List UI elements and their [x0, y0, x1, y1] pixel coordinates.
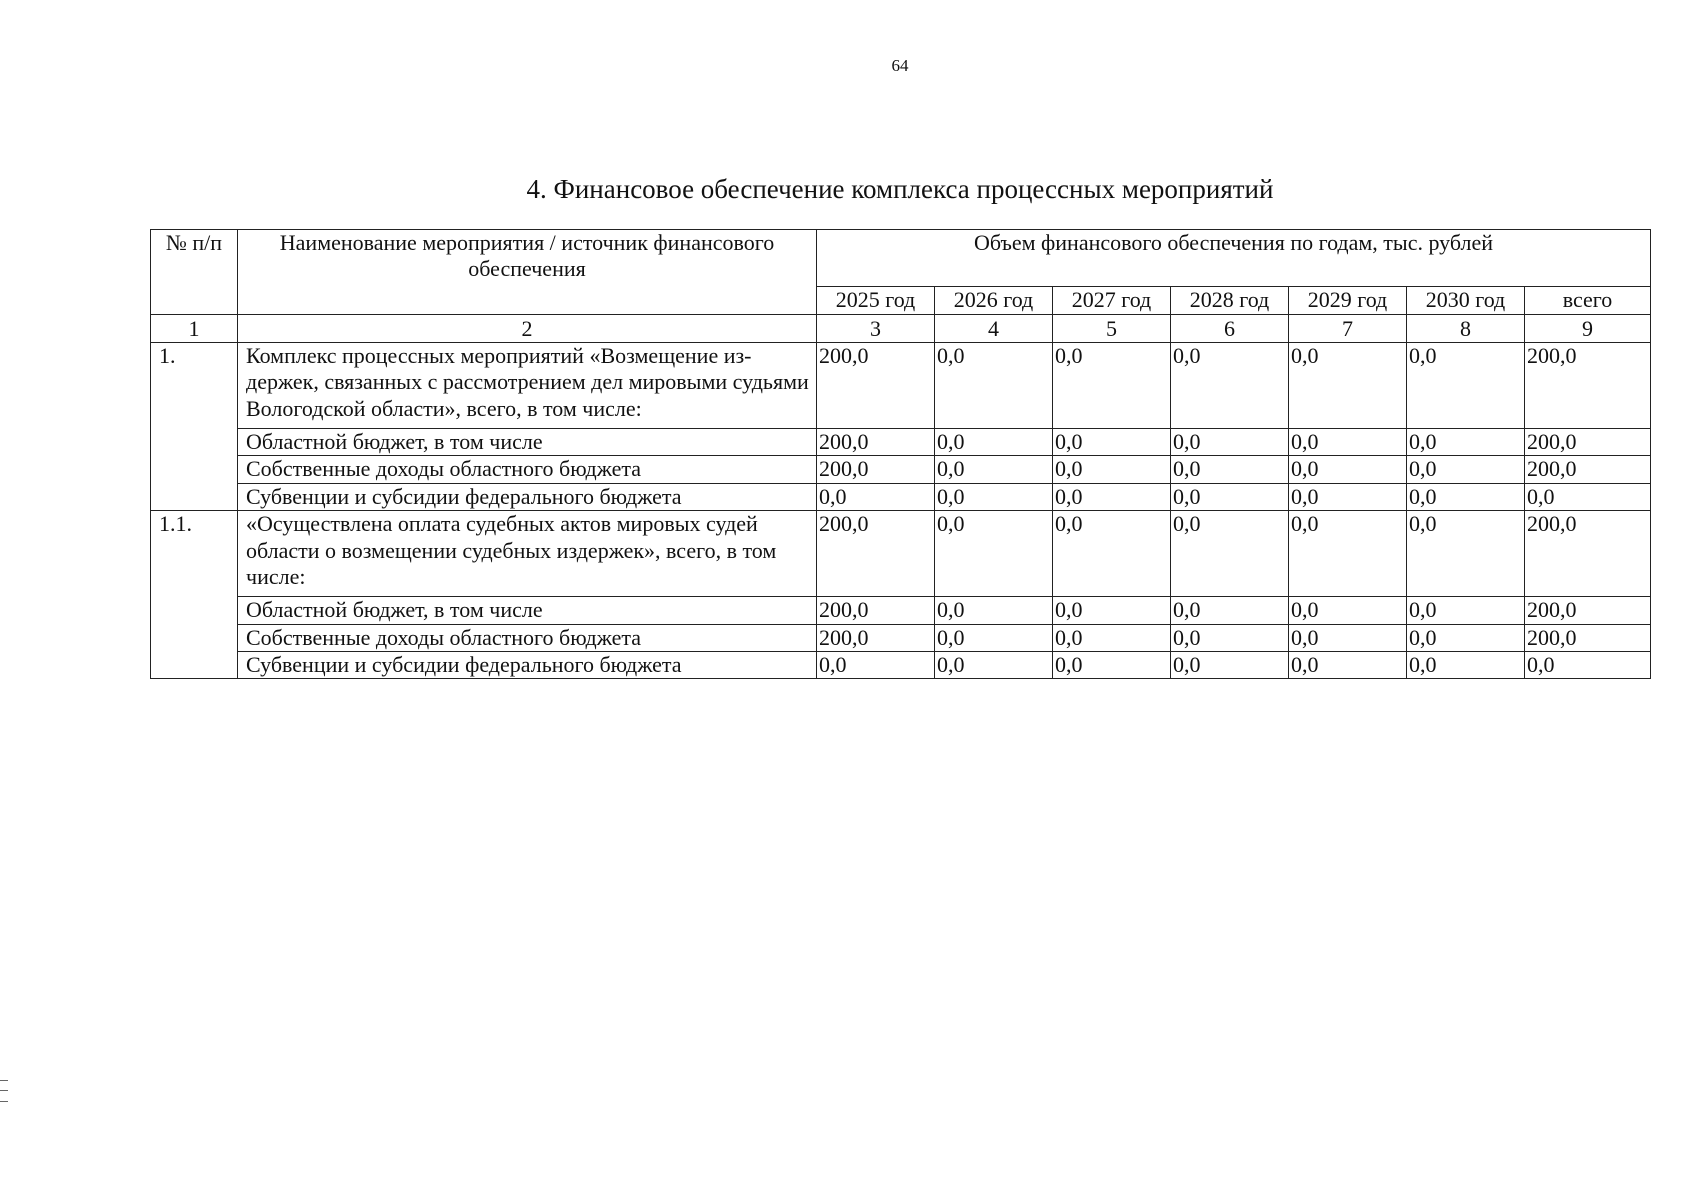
value-cell: 0,0 [1407, 624, 1525, 651]
value-cell: 0,0 [1407, 651, 1525, 678]
value-cell: 0,0 [935, 651, 1053, 678]
header-year: 2025 год [817, 287, 935, 315]
value-cell: 200,0 [817, 343, 935, 429]
value-cell: 0,0 [1053, 483, 1171, 510]
value-cell: 0,0 [1289, 651, 1407, 678]
value-cell: 0,0 [1289, 429, 1407, 456]
section-title: 4. Финансовое обеспечение комплекса процессных мероприятий [526, 174, 1274, 204]
value-cell: 0,0 [1407, 597, 1525, 624]
header-year: 2028 год [1171, 287, 1289, 315]
value-cell: 0,0 [935, 456, 1053, 483]
value-cell: 200,0 [817, 624, 935, 651]
column-number-cell: 3 [817, 315, 935, 343]
value-cell: 0,0 [1407, 429, 1525, 456]
column-number-cell: 9 [1525, 315, 1651, 343]
value-cell: 0,0 [1171, 511, 1289, 597]
value-cell: 0,0 [1053, 624, 1171, 651]
value-cell: 200,0 [817, 429, 935, 456]
value-cell: 0,0 [1407, 483, 1525, 510]
value-cell: 200,0 [1525, 343, 1651, 429]
header-year: 2030 год [1407, 287, 1525, 315]
value-cell: 0,0 [1053, 429, 1171, 456]
value-cell: 0,0 [1171, 456, 1289, 483]
row-number: 1.1. [151, 511, 238, 679]
table-row [151, 343, 1651, 429]
financing-table [150, 229, 1651, 679]
value-cell: 0,0 [1053, 511, 1171, 597]
table-row [151, 651, 1651, 678]
table-body [151, 315, 1651, 679]
value-cell: 0,0 [935, 429, 1053, 456]
header-year: всего [1525, 287, 1651, 315]
value-cell: 0,0 [1289, 597, 1407, 624]
value-cell: 200,0 [817, 511, 935, 597]
row-name: Областной бюджет, в том числе [238, 597, 817, 624]
column-number-cell: 1 [151, 315, 238, 343]
column-number-cell: 8 [1407, 315, 1525, 343]
value-cell: 0,0 [935, 511, 1053, 597]
value-cell: 0,0 [1289, 343, 1407, 429]
header-year: 2029 год [1289, 287, 1407, 315]
column-number-cell: 2 [238, 315, 817, 343]
value-cell: 0,0 [1171, 624, 1289, 651]
value-cell: 200,0 [1525, 429, 1651, 456]
value-cell: 0,0 [935, 343, 1053, 429]
value-cell: 0,0 [1289, 511, 1407, 597]
row-name: Субвенции и субсидии федерального бюджета [238, 483, 817, 510]
value-cell: 0,0 [935, 483, 1053, 510]
header-year: 2026 год [935, 287, 1053, 315]
column-numbers-row [151, 315, 1651, 343]
column-number-cell: 6 [1171, 315, 1289, 343]
value-cell: 200,0 [1525, 597, 1651, 624]
row-name: Комплекс процессных мероприятий «Возмещение из-держек, связанных с рассмотрением дел мировыми судьями Вологодской области», всего, в том числе: [238, 343, 817, 429]
value-cell: 0,0 [1053, 597, 1171, 624]
column-number-cell: 7 [1289, 315, 1407, 343]
header-year: 2027 год [1053, 287, 1171, 315]
value-cell: 0,0 [1053, 456, 1171, 483]
value-cell: 0,0 [1289, 483, 1407, 510]
value-cell: 200,0 [1525, 511, 1651, 597]
value-cell: 0,0 [1171, 429, 1289, 456]
value-cell: 200,0 [817, 597, 935, 624]
value-cell: 0,0 [1053, 651, 1171, 678]
header-num: № п/п [151, 230, 238, 315]
column-number-cell: 5 [1053, 315, 1171, 343]
row-name: Субвенции и субсидии федерального бюджета [238, 651, 817, 678]
value-cell: 0,0 [1525, 483, 1651, 510]
value-cell: 0,0 [1171, 597, 1289, 624]
row-name: Собственные доходы областного бюджета [238, 456, 817, 483]
value-cell: 0,0 [1407, 511, 1525, 597]
table-row [151, 429, 1651, 456]
value-cell: 0,0 [817, 651, 935, 678]
table-row [151, 597, 1651, 624]
value-cell: 0,0 [1053, 343, 1171, 429]
value-cell: 0,0 [1171, 343, 1289, 429]
value-cell: 0,0 [1289, 624, 1407, 651]
value-cell: 0,0 [935, 624, 1053, 651]
value-cell: 0,0 [1525, 651, 1651, 678]
row-name: Областной бюджет, в том числе [238, 429, 817, 456]
value-cell: 0,0 [1171, 483, 1289, 510]
value-cell: 200,0 [1525, 624, 1651, 651]
row-number: 1. [151, 343, 238, 511]
value-cell: 0,0 [1407, 343, 1525, 429]
value-cell: 0,0 [817, 483, 935, 510]
row-name: «Осуществлена оплата судебных актов мировых судей области о возмещении судебных издержек», всего, в том числе: [238, 511, 817, 597]
header-volume: Объем финансового обеспечения по годам, тыс. рублей [817, 230, 1651, 287]
value-cell: 0,0 [1289, 456, 1407, 483]
value-cell: 0,0 [1407, 456, 1525, 483]
margin-marks [0, 1080, 8, 1102]
table-row [151, 483, 1651, 510]
row-name: Собственные доходы областного бюджета [238, 624, 817, 651]
header-name: Наименование мероприятия / источник финансового обеспечения [238, 230, 817, 315]
column-number-cell: 4 [935, 315, 1053, 343]
table-row [151, 511, 1651, 597]
table-header [151, 230, 1651, 315]
table-row [151, 624, 1651, 651]
value-cell: 200,0 [1525, 456, 1651, 483]
table-row [151, 456, 1651, 483]
value-cell: 200,0 [817, 456, 935, 483]
page-number: 64 [891, 56, 909, 75]
value-cell: 0,0 [1171, 651, 1289, 678]
value-cell: 0,0 [935, 597, 1053, 624]
